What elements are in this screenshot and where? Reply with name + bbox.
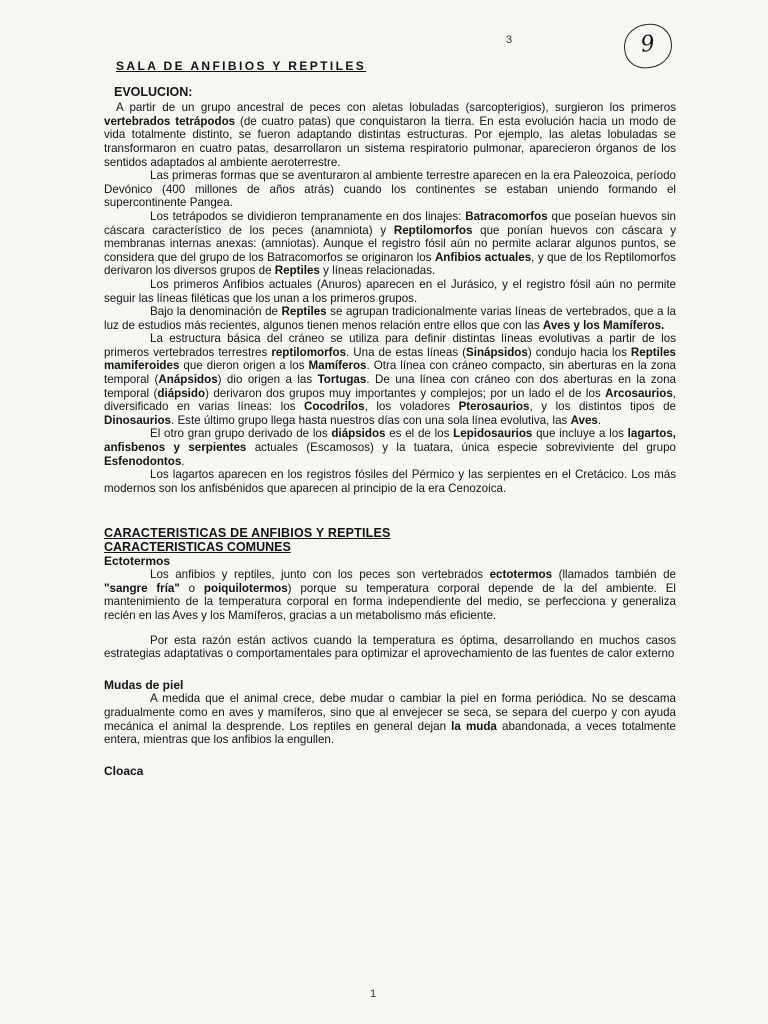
evolution-section: [104, 86, 676, 496]
ectotermos-paragraph: Por esta razón están activos cuando la temperatura es óptima, desarrollando en muchos casos estrategias adaptativas o comportamentales para optimizar el aprovechamiento de las fuentes de calor externo: [104, 633, 676, 661]
stray-mark-bottom: 1: [370, 988, 377, 1000]
stray-mark-top: 3: [506, 34, 513, 46]
document-body: [104, 60, 676, 778]
bold-term: Reptilomorfos: [393, 223, 473, 237]
evolution-paragraph: Los tetrápodos se dividieron tempranamente en dos linajes: Batracomorfos que poseían huevos sin cáscara característico de los peces (anamniota) y Reptilomorfos que ponían huevos con cáscara y membranas internas anexas: (amniotas). Aunque el registro fósil aún no permite aclarar algunos puntos, se considera que del grupo de los Batracomorfos se originaron los Anfibios actuales, y que de los Reptilomorfos derivaron los diversos grupos de Reptiles y líneas relacionadas.: [104, 209, 676, 278]
bold-term: Cocodrilos: [304, 400, 365, 414]
bold-term: Pterosaurios: [458, 400, 530, 414]
bold-term: Batracomorfos: [465, 209, 548, 223]
bold-term: diápsido: [157, 386, 206, 400]
bold-term: Anápsidos: [158, 373, 218, 387]
bold-term: reptilomorfos: [271, 345, 347, 359]
ectotermos-paragraph: Los anfibios y reptiles, junto con los peces son vertebrados ectotermos (llamados también de "sangre fría" o poiquilotermos) porque su temperatura corporal depende de la del ambiente. El mantenimiento de la temperatura corporal en forma independiente del medio, se perfecciona y generaliza recién en las Aves y los Mamíferos, gracias a un metabolismo más eficiente.: [104, 568, 677, 622]
characteristics-title: CARACTERISTICAS DE ANFIBIOS Y REPTILES: [104, 526, 391, 541]
bold-term: Aves: [570, 413, 598, 427]
mudas-heading: Mudas de piel: [104, 677, 184, 692]
handwritten-page-number: 9: [621, 21, 675, 71]
characteristics-section: [104, 527, 676, 778]
bold-term: Sinápsidos: [465, 345, 528, 359]
evolution-paragraph: Bajo la denominación de Reptiles se agrupan tradicionalmente varias líneas de vertebrados, que a la luz de estudios más recientes, algunos tienen menos relación entre ellos que con las Aves y los Mamíferos.: [104, 305, 676, 332]
bold-term: la muda: [451, 719, 497, 733]
bold-term: ectotermos: [489, 568, 553, 582]
evolution-paragraph: Los lagartos aparecen en los registros fósiles del Pérmico y las serpientes en el Cretácico. Los más modernos son los anfisbénidos que aparecen al principio de la era Cenozoica.: [104, 468, 676, 495]
bold-term: Reptiles: [274, 264, 320, 278]
cloaca-heading: Cloaca: [104, 763, 144, 778]
bold-term: vertebrados tetrápodos: [104, 114, 236, 128]
bold-term: Dinosaurios: [104, 413, 171, 427]
bold-term: diápsidos: [331, 427, 386, 441]
mudas-paragraph: A medida que el animal crece, debe mudar o cambiar la piel en forma periódica. No se descama gradualmente como en aves y mamíferos, sino que al envejecer se seca, se separa del cuerpo y con ayuda mecánica el animal la desprende. Los reptiles en general dejan la muda abandonada, a veces totalmente entera, mientras que los anfibios la engullen.: [104, 692, 676, 747]
bold-term: Reptiles mamiferoides: [104, 345, 676, 373]
ectotermos-heading: Ectotermos: [104, 553, 171, 568]
bold-term: Aves y los Mamíferos.: [542, 318, 665, 332]
bold-term: Reptiles: [281, 305, 327, 319]
bold-term: Arcosaurios: [605, 386, 673, 400]
evolution-paragraph: La estructura básica del cráneo se utiliza para definir distintas líneas evolutivas a partir de los primeros vertebrados terrestres reptilomorfos. Una de estas líneas (Sinápsidos) condujo hacia los Reptiles mamiferoides que dieron origen a los Mamíferos. Otra línea con cráneo compacto, sin aberturas en la zona temporal (Anápsidos) dio origen a las Tortugas. De una línea con cráneo con dos aberturas en la zona temporal (diápsido) derivaron dos grupos muy importantes y complejos; por un lado el de los Arcosaurios, diversificado en varias líneas: los Cocodrilos, los voladores Pterosaurios, y los distintos tipos de Dinosaurios. Este último grupo llega hasta nuestros días con una sola línea evolutiva, las Aves.: [104, 332, 676, 427]
bold-term: Lepidosaurios: [453, 427, 533, 441]
common-characteristics-subtitle: CARACTERISTICAS COMUNES: [104, 540, 291, 554]
evolution-heading: EVOLUCION:: [114, 84, 193, 99]
evolution-paragraph: Las primeras formas que se aventuraron al ambiente terrestre aparecen en la era Paleozoica, período Devónico (400 millones de años atrás) cuando los continentes se estaban uniendo formando el supercontinente Pangea.: [104, 169, 676, 210]
bold-term: Mamíferos: [308, 359, 367, 373]
evolution-paragraph: Los primeros Anfibios actuales (Anuros) aparecen en el Jurásico, y el registro fósil aún no permite seguir las líneas filéticas que los unan a los primeros grupos.: [104, 277, 676, 305]
bold-term: Esfenodontos: [104, 454, 182, 468]
bold-term: poiquilotermos: [203, 581, 288, 595]
bold-term: Anfibios actuales: [434, 250, 532, 264]
bold-term: "sangre fría": [104, 581, 180, 595]
evolution-paragraph: El otro gran grupo derivado de los diápsidos es el de los Lepidosaurios que incluye a los lagartos, anfisbenos y serpientes actuales (Escamosos) y la tuatara, única especie sobreviviente del grupo Esfenodontos.: [104, 427, 676, 468]
bold-term: lagartos, anfisbenos y serpientes: [104, 427, 676, 455]
document-title: SALA DE ANFIBIOS Y REPTILES: [116, 59, 367, 73]
evolution-paragraph: A partir de un grupo ancestral de peces con aletas lobuladas (sarcopterigios), surgieron los primeros vertebrados tetrápodos (de cuatro patas) que conquistaron la tierra. En esta evolución hacia un modo de vida totalmente distinto, se fueron adaptando distintas estructuras. Por ejemplo, las aletas lobuladas se transformaron en cuatro patas, desarrollaron un sistema respiratorio pulmonar, aparecieron órganos de los sentidos adaptados al ambiente aeroterrestre.: [104, 101, 677, 169]
bold-term: Tortugas: [317, 373, 367, 387]
